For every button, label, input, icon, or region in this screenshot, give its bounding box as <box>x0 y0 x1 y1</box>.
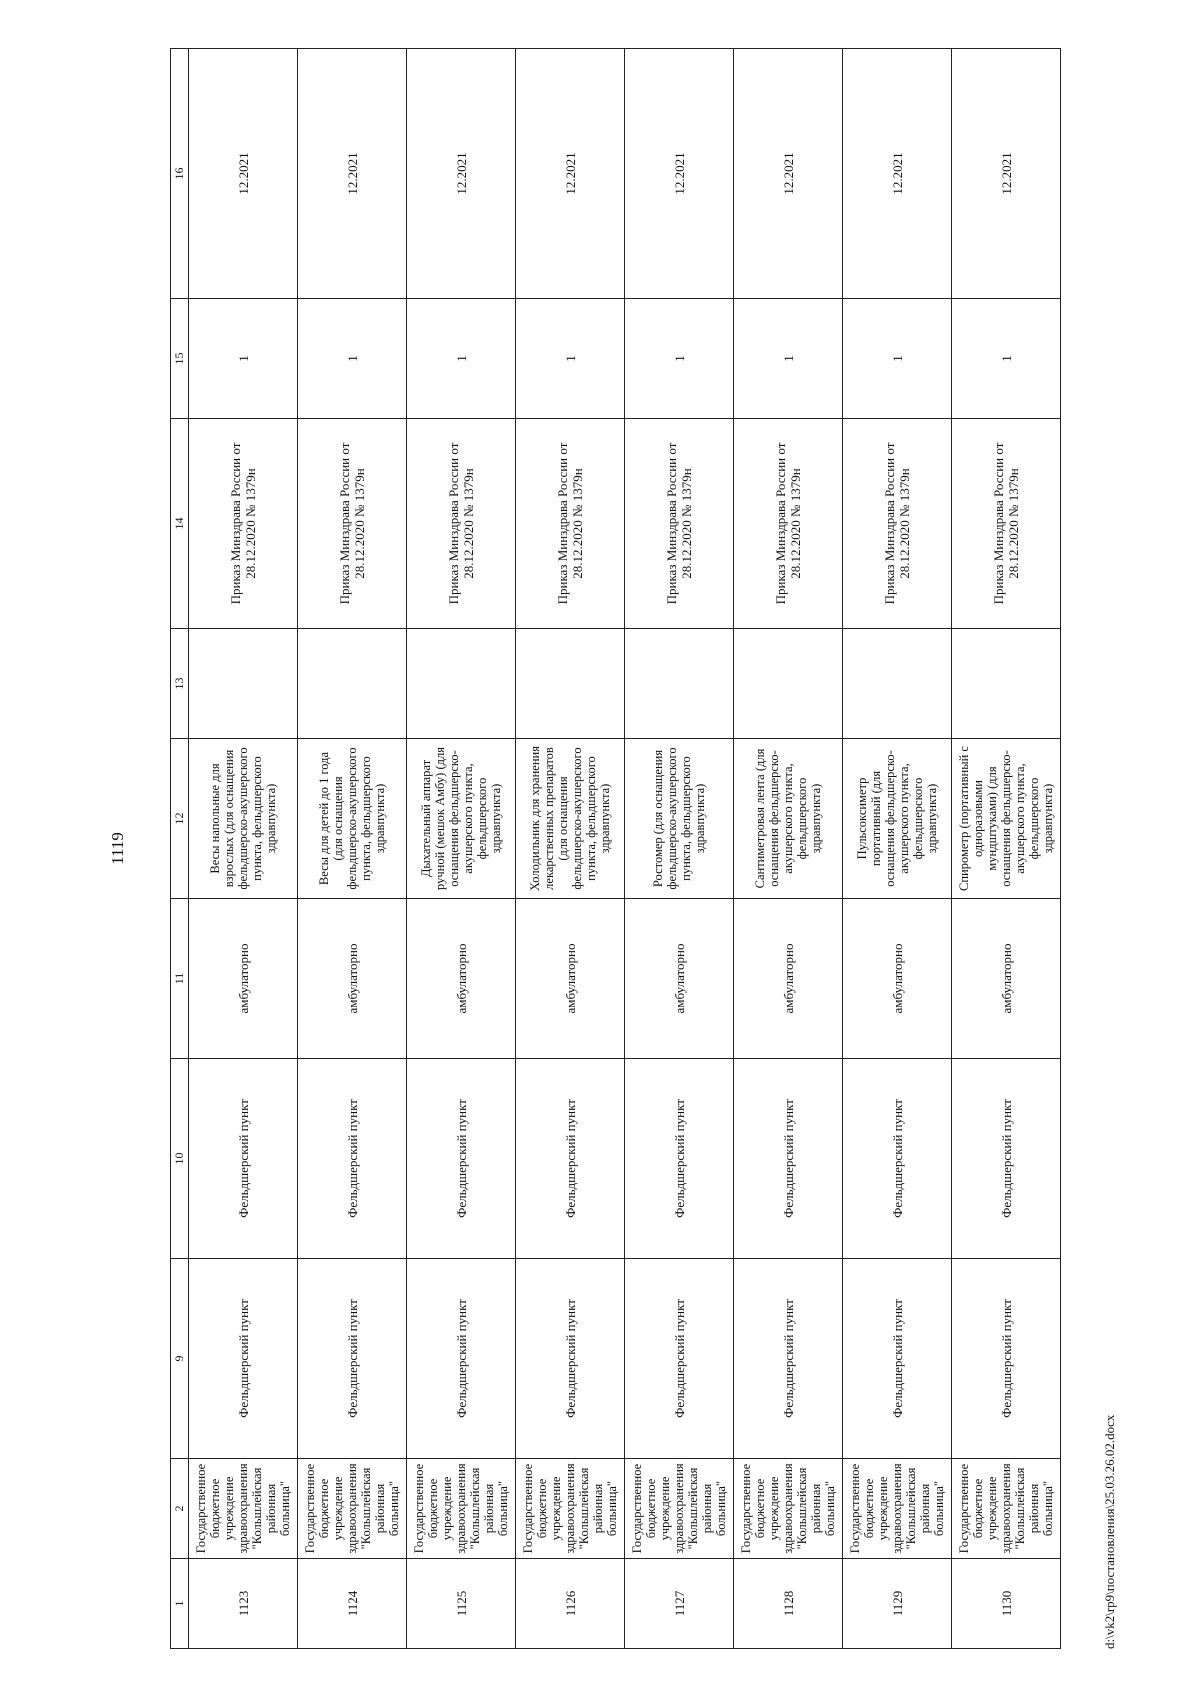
organization-cell: Государственное бюджетное учреждение здравоохранения "Кольшлейская районная больница" <box>625 1459 734 1559</box>
table-row <box>407 49 516 1649</box>
legal-basis-cell: Приказ Минздрава России от 28.12.2020 № 1379н <box>734 419 843 629</box>
column-header: 1 <box>171 1559 189 1649</box>
table-row <box>843 49 952 1649</box>
empty-cell <box>298 629 407 739</box>
due-date-cell: 12.2021 <box>189 49 298 299</box>
column-header: 14 <box>171 419 189 629</box>
row-number-cell: 1124 <box>298 1559 407 1649</box>
table-row <box>516 49 625 1649</box>
care-form-cell: амбулаторно <box>625 899 734 1059</box>
equipment-item-cell: Пульсоксиметр портативный (для оснащения фельдшерско-акушерского пункта, фельдшерского здравпункта) <box>843 739 952 899</box>
quantity-cell: 1 <box>843 299 952 419</box>
care-form-cell: амбулаторно <box>843 899 952 1059</box>
legal-basis-cell: Приказ Минздрава России от 28.12.2020 № 1379н <box>407 419 516 629</box>
empty-cell <box>952 629 1061 739</box>
quantity-cell: 1 <box>516 299 625 419</box>
file-path-footer: d:\vk2\rp9\постановления\25.03.26.02.docx <box>1102 1414 1117 1649</box>
legal-basis-cell: Приказ Минздрава России от 28.12.2020 № 1379н <box>298 419 407 629</box>
empty-cell <box>843 629 952 739</box>
empty-cell <box>516 629 625 739</box>
due-date-cell: 12.2021 <box>625 49 734 299</box>
column-header: 9 <box>171 1259 189 1459</box>
row-number-cell: 1126 <box>516 1559 625 1649</box>
column-header: 16 <box>171 49 189 299</box>
quantity-cell: 1 <box>625 299 734 419</box>
unit-type-cell: Фельдшерский пункт <box>298 1059 407 1259</box>
organization-cell: Государственное бюджетное учреждение здравоохранения "Кольшлейская районная больница" <box>516 1459 625 1559</box>
legal-basis-cell: Приказ Минздрава России от 28.12.2020 № 1379н <box>952 419 1061 629</box>
row-number-cell: 1125 <box>407 1559 516 1649</box>
equipment-item-cell: Спирометр (портативный с одноразовыми мундштуками) (для оснащения фельдшерско-акушерского пункта, фельдшерского здравпункта) <box>952 739 1061 899</box>
organization-cell: Государственное бюджетное учреждение здравоохранения "Кольшлейская районная больница" <box>734 1459 843 1559</box>
column-header: 15 <box>171 299 189 419</box>
row-number-cell: 1128 <box>734 1559 843 1649</box>
due-date-cell: 12.2021 <box>952 49 1061 299</box>
unit-type-cell: Фельдшерский пункт <box>952 1059 1061 1259</box>
equipment-item-cell: Дыхательный аппарат ручной (мешок Амбу) (для оснащения фельдшерско-акушерского пункта, фельдшерского здравпункта) <box>407 739 516 899</box>
care-form-cell: амбулаторно <box>952 899 1061 1059</box>
organization-cell: Государственное бюджетное учреждение здравоохранения "Кольшлейская районная больница" <box>407 1459 516 1559</box>
unit-name-cell: Фельдшерский пункт <box>734 1259 843 1459</box>
unit-name-cell: Фельдшерский пункт <box>298 1259 407 1459</box>
unit-name-cell: Фельдшерский пункт <box>516 1259 625 1459</box>
table-body <box>171 49 1061 1649</box>
table-row <box>734 49 843 1649</box>
unit-type-cell: Фельдшерский пункт <box>734 1059 843 1259</box>
table-row <box>952 49 1061 1649</box>
empty-cell <box>734 629 843 739</box>
table-row <box>298 49 407 1649</box>
unit-type-cell: Фельдшерский пункт <box>516 1059 625 1259</box>
equipment-item-cell: Ростомер (для оснащения фельдшерско-акушерского пункта, фельдшерского здравпункта) <box>625 739 734 899</box>
due-date-cell: 12.2021 <box>407 49 516 299</box>
organization-cell: Государственное бюджетное учреждение здравоохранения "Кольшлейская районная больница" <box>952 1459 1061 1559</box>
empty-cell <box>625 629 734 739</box>
column-header: 2 <box>171 1459 189 1559</box>
row-number-cell: 1129 <box>843 1559 952 1649</box>
organization-cell: Государственное бюджетное учреждение здравоохранения "Кольшлейская районная больница" <box>843 1459 952 1559</box>
due-date-cell: 12.2021 <box>843 49 952 299</box>
table-row <box>189 49 298 1649</box>
quantity-cell: 1 <box>407 299 516 419</box>
unit-name-cell: Фельдшерский пункт <box>625 1259 734 1459</box>
legal-basis-cell: Приказ Минздрава России от 28.12.2020 № 1379н <box>625 419 734 629</box>
care-form-cell: амбулаторно <box>734 899 843 1059</box>
unit-name-cell: Фельдшерский пункт <box>952 1259 1061 1459</box>
care-form-cell: амбулаторно <box>516 899 625 1059</box>
column-header: 13 <box>171 629 189 739</box>
empty-cell <box>407 629 516 739</box>
legal-basis-cell: Приказ Минздрава России от 28.12.2020 № 1379н <box>516 419 625 629</box>
page-number: 1119 <box>108 832 127 865</box>
legal-basis-cell: Приказ Минздрава России от 28.12.2020 № 1379н <box>843 419 952 629</box>
due-date-cell: 12.2021 <box>516 49 625 299</box>
equipment-item-cell: Весы для детей до 1 года (для оснащения фельдшерско-акушерского пункта, фельдшерского здравпункта) <box>298 739 407 899</box>
table-row <box>625 49 734 1649</box>
column-header: 12 <box>171 739 189 899</box>
equipment-item-cell: Сантиметровая лента (для оснащения фельдшерско-акушерского пункта, фельдшерского здравпункта) <box>734 739 843 899</box>
unit-type-cell: Фельдшерский пункт <box>407 1059 516 1259</box>
organization-cell: Государственное бюджетное учреждение здравоохранения "Кольшлейская районная больница" <box>189 1459 298 1559</box>
equipment-table <box>170 48 1061 1649</box>
care-form-cell: амбулаторно <box>189 899 298 1059</box>
column-header: 10 <box>171 1059 189 1259</box>
row-number-cell: 1123 <box>189 1559 298 1649</box>
care-form-cell: амбулаторно <box>407 899 516 1059</box>
due-date-cell: 12.2021 <box>734 49 843 299</box>
quantity-cell: 1 <box>298 299 407 419</box>
quantity-cell: 1 <box>189 299 298 419</box>
due-date-cell: 12.2021 <box>298 49 407 299</box>
care-form-cell: амбулаторно <box>298 899 407 1059</box>
equipment-item-cell: Весы напольные для взрослых (для оснащения фельдшерско-акушерского пункта, фельдшерского здравпункта) <box>189 739 298 899</box>
empty-cell <box>189 629 298 739</box>
quantity-cell: 1 <box>734 299 843 419</box>
unit-name-cell: Фельдшерский пункт <box>843 1259 952 1459</box>
quantity-cell: 1 <box>952 299 1061 419</box>
unit-type-cell: Фельдшерский пункт <box>843 1059 952 1259</box>
unit-name-cell: Фельдшерский пункт <box>189 1259 298 1459</box>
equipment-item-cell: Холодильник для хранения лекарственных препаратов (для оснащения фельдшерско-акушерского пункта, фельдшерского здравпункта) <box>516 739 625 899</box>
organization-cell: Государственное бюджетное учреждение здравоохранения "Кольшлейская районная больница" <box>298 1459 407 1559</box>
row-number-cell: 1130 <box>952 1559 1061 1649</box>
unit-type-cell: Фельдшерский пункт <box>625 1059 734 1259</box>
unit-name-cell: Фельдшерский пункт <box>407 1259 516 1459</box>
column-header: 11 <box>171 899 189 1059</box>
header-row <box>171 49 189 1649</box>
unit-type-cell: Фельдшерский пункт <box>189 1059 298 1259</box>
legal-basis-cell: Приказ Минздрава России от 28.12.2020 № 1379н <box>189 419 298 629</box>
row-number-cell: 1127 <box>625 1559 734 1649</box>
